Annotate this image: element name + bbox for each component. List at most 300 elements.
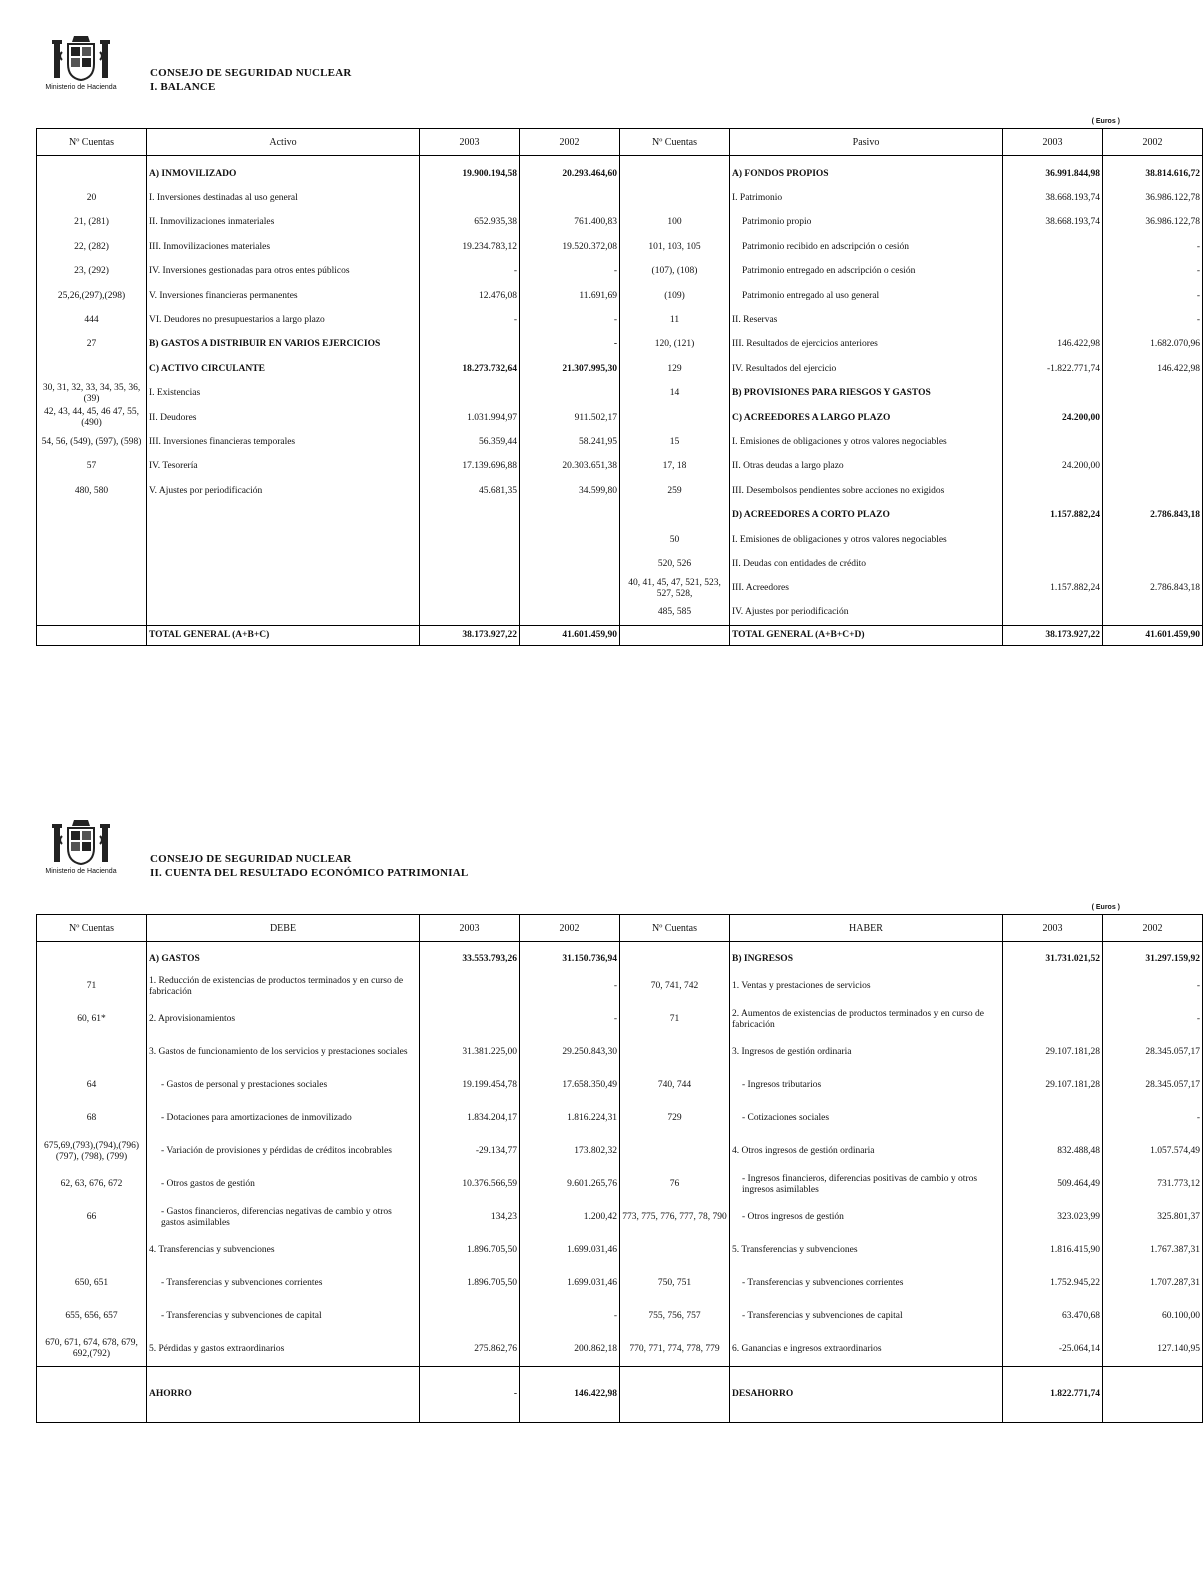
currency-note-2: ( Euros ) <box>1091 904 1120 911</box>
col-year-2003: 2003 <box>420 915 520 942</box>
value-2003: 18.273.732,64 <box>420 357 520 381</box>
table-row <box>37 430 1203 454</box>
value-2002: - <box>520 1003 620 1036</box>
label-2: 5. Transferencias y subvenciones <box>730 1234 1003 1267</box>
table-row <box>37 1234 1203 1267</box>
account-2: 70, 741, 742 <box>620 970 730 1003</box>
value-2002-b: - <box>1103 235 1203 259</box>
value-2003-b <box>1003 235 1103 259</box>
account <box>37 357 147 381</box>
value-2003-b: 1.157.882,24 <box>1003 577 1103 601</box>
label-2: Patrimonio entregado en adscripción o cesión <box>730 260 1003 284</box>
account-2: 17, 18 <box>620 455 730 479</box>
value-2003: 1.896.705,50 <box>420 1267 520 1300</box>
value-2003-b: 29.107.181,28 <box>1003 1036 1103 1069</box>
total-value-2002-b: 41.601.459,90 <box>1103 625 1203 645</box>
value-2002: 58.241,95 <box>520 430 620 454</box>
label-2: Patrimonio propio <box>730 211 1003 235</box>
total-value-2002: 146.422,98 <box>520 1366 620 1422</box>
account-2: 770, 771, 774, 778, 779 <box>620 1333 730 1366</box>
value-2002-b <box>1103 479 1203 503</box>
account: 23, (292) <box>37 260 147 284</box>
value-2002-b <box>1103 528 1203 552</box>
account: 71 <box>37 970 147 1003</box>
account <box>37 552 147 576</box>
account-2 <box>620 406 730 430</box>
value-2003 <box>420 528 520 552</box>
label-2: 2. Aumentos de existencias de productos terminados y en curso de fabricación <box>730 1003 1003 1036</box>
value-2002-b: 1.707.287,31 <box>1103 1267 1203 1300</box>
account-2 <box>620 503 730 527</box>
value-2003-b: -25.064,14 <box>1003 1333 1103 1366</box>
label-2: II. Otras deudas a largo plazo <box>730 455 1003 479</box>
label: IV. Tesorería <box>147 455 420 479</box>
value-2003-b: 38.668.193,74 <box>1003 211 1103 235</box>
value-2003: 134,23 <box>420 1201 520 1234</box>
table-row <box>37 1333 1203 1366</box>
account-2: 129 <box>620 357 730 381</box>
label-2: III. Acreedores <box>730 577 1003 601</box>
coat-of-arms-icon <box>52 818 110 866</box>
table-header-row <box>37 129 1203 156</box>
value-2003 <box>420 186 520 210</box>
resultado-table <box>36 914 1203 1423</box>
account: 650, 651 <box>37 1267 147 1300</box>
total-account <box>37 1366 147 1422</box>
col-year-2003-b: 2003 <box>1003 915 1103 942</box>
account: 57 <box>37 455 147 479</box>
value-2002: 911.502,17 <box>520 406 620 430</box>
account-2: 520, 526 <box>620 552 730 576</box>
table-row <box>37 284 1203 308</box>
value-2003: -29.134,77 <box>420 1135 520 1168</box>
value-2002-b <box>1103 382 1203 406</box>
label-2: 1. Ventas y prestaciones de servicios <box>730 970 1003 1003</box>
label: - Gastos de personal y prestaciones sociales <box>147 1069 420 1102</box>
label <box>147 552 420 576</box>
account-2: 750, 751 <box>620 1267 730 1300</box>
value-2002: 34.599,80 <box>520 479 620 503</box>
account <box>37 1036 147 1069</box>
label-2: C) ACREEDORES A LARGO PLAZO <box>730 406 1003 430</box>
value-2003: 275.862,76 <box>420 1333 520 1366</box>
account: 20 <box>37 186 147 210</box>
account-2 <box>620 162 730 186</box>
col-year-2002: 2002 <box>520 915 620 942</box>
value-2003 <box>420 970 520 1003</box>
label-2: B) INGRESOS <box>730 948 1003 970</box>
label: - Variación de provisiones y pérdidas de créditos incobrables <box>147 1135 420 1168</box>
col-accounts: Nº Cuentas <box>37 129 147 156</box>
value-2002-b: 2.786.843,18 <box>1103 577 1203 601</box>
value-2002: 1.699.031,46 <box>520 1267 620 1300</box>
value-2003: 33.553.793,26 <box>420 948 520 970</box>
account-2: 11 <box>620 308 730 332</box>
account-2: 729 <box>620 1102 730 1135</box>
value-2002-b: 127.140,95 <box>1103 1333 1203 1366</box>
table-row <box>37 186 1203 210</box>
value-2002: 1.699.031,46 <box>520 1234 620 1267</box>
value-2003-b: 38.668.193,74 <box>1003 186 1103 210</box>
account-2: 71 <box>620 1003 730 1036</box>
account: 670, 671, 674, 678, 679, 692,(792) <box>37 1333 147 1366</box>
table-row <box>37 970 1203 1003</box>
label-2: Patrimonio recibido en adscripción o cesión <box>730 235 1003 259</box>
value-2003: 12.476,08 <box>420 284 520 308</box>
value-2002 <box>520 382 620 406</box>
resultado-body <box>37 942 1203 1423</box>
value-2002: 20.303.651,38 <box>520 455 620 479</box>
label: 1. Reducción de existencias de productos terminados y en curso de fabricación <box>147 970 420 1003</box>
value-2003-b: 1.752.945,22 <box>1003 1267 1103 1300</box>
header-block-2 <box>150 852 468 880</box>
label-2: IV. Resultados del ejercicio <box>730 357 1003 381</box>
value-2002-b: - <box>1103 308 1203 332</box>
account-2: (109) <box>620 284 730 308</box>
table-row <box>37 1267 1203 1300</box>
total-account-2 <box>620 625 730 645</box>
value-2003 <box>420 333 520 357</box>
col-accounts-2: Nº Cuentas <box>620 129 730 156</box>
account <box>37 948 147 970</box>
value-2002-b: - <box>1103 284 1203 308</box>
account <box>37 162 147 186</box>
value-2003 <box>420 1300 520 1333</box>
table-row <box>37 382 1203 406</box>
value-2002: 200.862,18 <box>520 1333 620 1366</box>
col-haber: HABER <box>730 915 1003 942</box>
value-2003-b: 31.731.021,52 <box>1003 948 1103 970</box>
value-2003: 1.896.705,50 <box>420 1234 520 1267</box>
account-2: 740, 744 <box>620 1069 730 1102</box>
col-accounts-2: Nº Cuentas <box>620 915 730 942</box>
value-2003-b <box>1003 479 1103 503</box>
total-label: TOTAL GENERAL (A+B+C) <box>147 625 420 645</box>
value-2003-b <box>1003 552 1103 576</box>
label-2: IV. Ajustes por periodificación <box>730 601 1003 625</box>
value-2002: 29.250.843,30 <box>520 1036 620 1069</box>
label <box>147 577 420 601</box>
account-2 <box>620 1135 730 1168</box>
label-2: B) PROVISIONES PARA RIESGOS Y GASTOS <box>730 382 1003 406</box>
value-2002 <box>520 186 620 210</box>
value-2002-b: 1.767.387,31 <box>1103 1234 1203 1267</box>
label: - Otros gastos de gestión <box>147 1168 420 1201</box>
table-row <box>37 577 1203 601</box>
label: V. Inversiones financieras permanentes <box>147 284 420 308</box>
label-2: III. Desembolsos pendientes sobre acciones no exigidos <box>730 479 1003 503</box>
label-2: 3. Ingresos de gestión ordinaria <box>730 1036 1003 1069</box>
value-2002 <box>520 503 620 527</box>
account-2: 100 <box>620 211 730 235</box>
account-2: 15 <box>620 430 730 454</box>
value-2002: - <box>520 1300 620 1333</box>
table-row <box>37 601 1203 625</box>
table-row <box>37 948 1203 970</box>
table-row <box>37 1069 1203 1102</box>
header-block <box>150 66 352 94</box>
value-2003 <box>420 382 520 406</box>
label: A) INMOVILIZADO <box>147 162 420 186</box>
value-2003-b: 1.157.882,24 <box>1003 503 1103 527</box>
col-year-2002-b: 2002 <box>1103 129 1203 156</box>
table-row <box>37 552 1203 576</box>
table-row <box>37 260 1203 284</box>
value-2003: 17.139.696,88 <box>420 455 520 479</box>
value-2003-b: 509.464,49 <box>1003 1168 1103 1201</box>
value-2002: 173.802,32 <box>520 1135 620 1168</box>
label-2: 4. Otros ingresos de gestión ordinaria <box>730 1135 1003 1168</box>
label-2: - Transferencias y subvenciones de capital <box>730 1300 1003 1333</box>
value-2003-b: 323.023,99 <box>1003 1201 1103 1234</box>
value-2003-b: -1.822.771,74 <box>1003 357 1103 381</box>
table-row <box>37 162 1203 186</box>
account-2: 50 <box>620 528 730 552</box>
label: V. Ajustes por periodificación <box>147 479 420 503</box>
value-2002-b: 2.786.843,18 <box>1103 503 1203 527</box>
value-2003: 652.935,38 <box>420 211 520 235</box>
value-2003-b: 63.470,68 <box>1003 1300 1103 1333</box>
account-2: (107), (108) <box>620 260 730 284</box>
total-row <box>37 625 1203 645</box>
label-2: 6. Ganancias e ingresos extraordinarios <box>730 1333 1003 1366</box>
value-2002-b: 36.986.122,78 <box>1103 211 1203 235</box>
table-row <box>37 211 1203 235</box>
label <box>147 528 420 552</box>
table-row <box>37 333 1203 357</box>
value-2003: - <box>420 260 520 284</box>
total-account-2 <box>620 1366 730 1422</box>
value-2003-b <box>1003 382 1103 406</box>
total-value-2003: 38.173.927,22 <box>420 625 520 645</box>
value-2002-b: 731.773,12 <box>1103 1168 1203 1201</box>
total-label-2: TOTAL GENERAL (A+B+C+D) <box>730 625 1003 645</box>
table-row <box>37 406 1203 430</box>
table-row <box>37 1036 1203 1069</box>
col-year-2002: 2002 <box>520 129 620 156</box>
value-2002-b: - <box>1103 260 1203 284</box>
account-2: 259 <box>620 479 730 503</box>
value-2002-b <box>1103 552 1203 576</box>
col-year-2003: 2003 <box>420 129 520 156</box>
account: 62, 63, 676, 672 <box>37 1168 147 1201</box>
table-row <box>37 1102 1203 1135</box>
label-2: II. Reservas <box>730 308 1003 332</box>
value-2003: 10.376.566,59 <box>420 1168 520 1201</box>
table-row <box>37 1168 1203 1201</box>
value-2003-b <box>1003 601 1103 625</box>
value-2002: - <box>520 260 620 284</box>
coat-of-arms-icon <box>52 34 110 82</box>
value-2003-b <box>1003 1102 1103 1135</box>
account-2: 40, 41, 45, 47, 521, 523, 527, 528, <box>620 577 730 601</box>
value-2002-b: 28.345.057,17 <box>1103 1069 1203 1102</box>
value-2002-b: 36.986.122,78 <box>1103 186 1203 210</box>
label: - Transferencias y subvenciones corrientes <box>147 1267 420 1300</box>
balance-table <box>36 128 1203 646</box>
value-2003-b: 29.107.181,28 <box>1003 1069 1103 1102</box>
value-2002-b: 146.422,98 <box>1103 357 1203 381</box>
label: IV. Inversiones gestionadas para otros entes públicos <box>147 260 420 284</box>
value-2003-b: 146.422,98 <box>1003 333 1103 357</box>
value-2003: 1.834.204,17 <box>420 1102 520 1135</box>
org-name-2: CONSEJO DE SEGURIDAD NUCLEAR <box>150 853 352 865</box>
value-2002 <box>520 552 620 576</box>
account <box>37 577 147 601</box>
account-2 <box>620 186 730 210</box>
account: 60, 61* <box>37 1003 147 1036</box>
account-2: 485, 585 <box>620 601 730 625</box>
table-row <box>37 235 1203 259</box>
account-2: 76 <box>620 1168 730 1201</box>
account: 68 <box>37 1102 147 1135</box>
account: 64 <box>37 1069 147 1102</box>
table-row <box>37 1135 1203 1168</box>
label: C) ACTIVO CIRCULANTE <box>147 357 420 381</box>
account-2 <box>620 1036 730 1069</box>
org-name: CONSEJO DE SEGURIDAD NUCLEAR <box>150 67 352 79</box>
value-2002-b: 31.297.159,92 <box>1103 948 1203 970</box>
account: 22, (282) <box>37 235 147 259</box>
account: 25,26,(297),(298) <box>37 284 147 308</box>
label: 3. Gastos de funcionamiento de los servicios y prestaciones sociales <box>147 1036 420 1069</box>
table-row <box>37 1300 1203 1333</box>
account: 655, 656, 657 <box>37 1300 147 1333</box>
account-2: 120, (121) <box>620 333 730 357</box>
value-2003 <box>420 577 520 601</box>
table-row <box>37 503 1203 527</box>
label: I. Existencias <box>147 382 420 406</box>
value-2003: 1.031.994,97 <box>420 406 520 430</box>
table-header-row <box>37 915 1203 942</box>
value-2002-b: 1.057.574,49 <box>1103 1135 1203 1168</box>
value-2002: 31.150.736,94 <box>520 948 620 970</box>
ministry-name: Ministerio de Hacienda <box>45 84 117 91</box>
value-2003 <box>420 1003 520 1036</box>
value-2002-b: 325.801,37 <box>1103 1201 1203 1234</box>
value-2003-b <box>1003 260 1103 284</box>
account-2 <box>620 948 730 970</box>
currency-note: ( Euros ) <box>1091 118 1120 125</box>
table-row <box>37 357 1203 381</box>
table-row <box>37 1003 1203 1036</box>
balance-title: I. BALANCE <box>150 81 216 93</box>
value-2003: 19.234.783,12 <box>420 235 520 259</box>
value-2003-b: 36.991.844,98 <box>1003 162 1103 186</box>
value-2003-b: 832.488,48 <box>1003 1135 1103 1168</box>
label: 4. Transferencias y subvenciones <box>147 1234 420 1267</box>
value-2002 <box>520 601 620 625</box>
ministry-logo-2 <box>36 818 126 875</box>
value-2002: - <box>520 970 620 1003</box>
account: 444 <box>37 308 147 332</box>
label-2: - Transferencias y subvenciones corrientes <box>730 1267 1003 1300</box>
account: 480, 580 <box>37 479 147 503</box>
account <box>37 503 147 527</box>
label: - Gastos financieros, diferencias negativas de cambio y otros gastos asimilables <box>147 1201 420 1234</box>
value-2002: 1.200,42 <box>520 1201 620 1234</box>
label: II. Deudores <box>147 406 420 430</box>
label: - Dotaciones para amortizaciones de inmovilizado <box>147 1102 420 1135</box>
value-2003: 19.199.454,78 <box>420 1069 520 1102</box>
label: III. Inversiones financieras temporales <box>147 430 420 454</box>
account <box>37 1234 147 1267</box>
value-2002: 761.400,83 <box>520 211 620 235</box>
label-2: A) FONDOS PROPIOS <box>730 162 1003 186</box>
col-year-2002-b: 2002 <box>1103 915 1203 942</box>
value-2003: 31.381.225,00 <box>420 1036 520 1069</box>
label-2: III. Resultados de ejercicios anteriores <box>730 333 1003 357</box>
account-2 <box>620 1234 730 1267</box>
value-2003-b <box>1003 1003 1103 1036</box>
account: 21, (281) <box>37 211 147 235</box>
account-2: 101, 103, 105 <box>620 235 730 259</box>
label-2: II. Deudas con entidades de crédito <box>730 552 1003 576</box>
account: 30, 31, 32, 33, 34, 35, 36, (39) <box>37 382 147 406</box>
label: - Transferencias y subvenciones de capital <box>147 1300 420 1333</box>
account-2: 773, 775, 776, 777, 78, 790 <box>620 1201 730 1234</box>
label-2: - Ingresos tributarios <box>730 1069 1003 1102</box>
account-2: 14 <box>620 382 730 406</box>
label <box>147 601 420 625</box>
value-2003 <box>420 503 520 527</box>
label: III. Inmovilizaciones materiales <box>147 235 420 259</box>
value-2003-b: 24.200,00 <box>1003 406 1103 430</box>
label-2: I. Emisiones de obligaciones y otros valores negociables <box>730 528 1003 552</box>
table-row <box>37 528 1203 552</box>
label: VI. Deudores no presupuestarios a largo plazo <box>147 308 420 332</box>
value-2002-b <box>1103 406 1203 430</box>
table-row <box>37 455 1203 479</box>
value-2002: 17.658.350,49 <box>520 1069 620 1102</box>
value-2003-b: 1.816.415,90 <box>1003 1234 1103 1267</box>
value-2002-b: - <box>1103 1102 1203 1135</box>
value-2002-b <box>1103 430 1203 454</box>
account <box>37 528 147 552</box>
value-2003 <box>420 552 520 576</box>
label <box>147 503 420 527</box>
account: 42, 43, 44, 45, 46 47, 55, (490) <box>37 406 147 430</box>
label-2: Patrimonio entregado al uso general <box>730 284 1003 308</box>
value-2003: 45.681,35 <box>420 479 520 503</box>
col-pasivo: Pasivo <box>730 129 1003 156</box>
total-value-2003-b: 1.822.771,74 <box>1003 1366 1103 1422</box>
value-2003-b <box>1003 308 1103 332</box>
value-2002: 11.691,69 <box>520 284 620 308</box>
value-2002-b: 38.814.616,72 <box>1103 162 1203 186</box>
value-2002-b: - <box>1103 970 1203 1003</box>
value-2002-b: 60.100,00 <box>1103 1300 1203 1333</box>
label-2: I. Emisiones de obligaciones y otros valores negociables <box>730 430 1003 454</box>
account: 66 <box>37 1201 147 1234</box>
value-2003-b: 24.200,00 <box>1003 455 1103 479</box>
value-2003-b <box>1003 430 1103 454</box>
value-2002: 19.520.372,08 <box>520 235 620 259</box>
value-2002: - <box>520 308 620 332</box>
value-2003-b <box>1003 284 1103 308</box>
value-2002: 20.293.464,60 <box>520 162 620 186</box>
resultado-title: II. CUENTA DEL RESULTADO ECONÓMICO PATRIMONIAL <box>150 867 469 879</box>
label: B) GASTOS A DISTRIBUIR EN VARIOS EJERCICIOS <box>147 333 420 357</box>
value-2003-b <box>1003 970 1103 1003</box>
total-label-2: DESAHORRO <box>730 1366 1003 1422</box>
account: 27 <box>37 333 147 357</box>
table-row <box>37 1201 1203 1234</box>
label-2: I. Patrimonio <box>730 186 1003 210</box>
total-value-2003: - <box>420 1366 520 1422</box>
account: 54, 56, (549), (597), (598) <box>37 430 147 454</box>
table-row <box>37 308 1203 332</box>
